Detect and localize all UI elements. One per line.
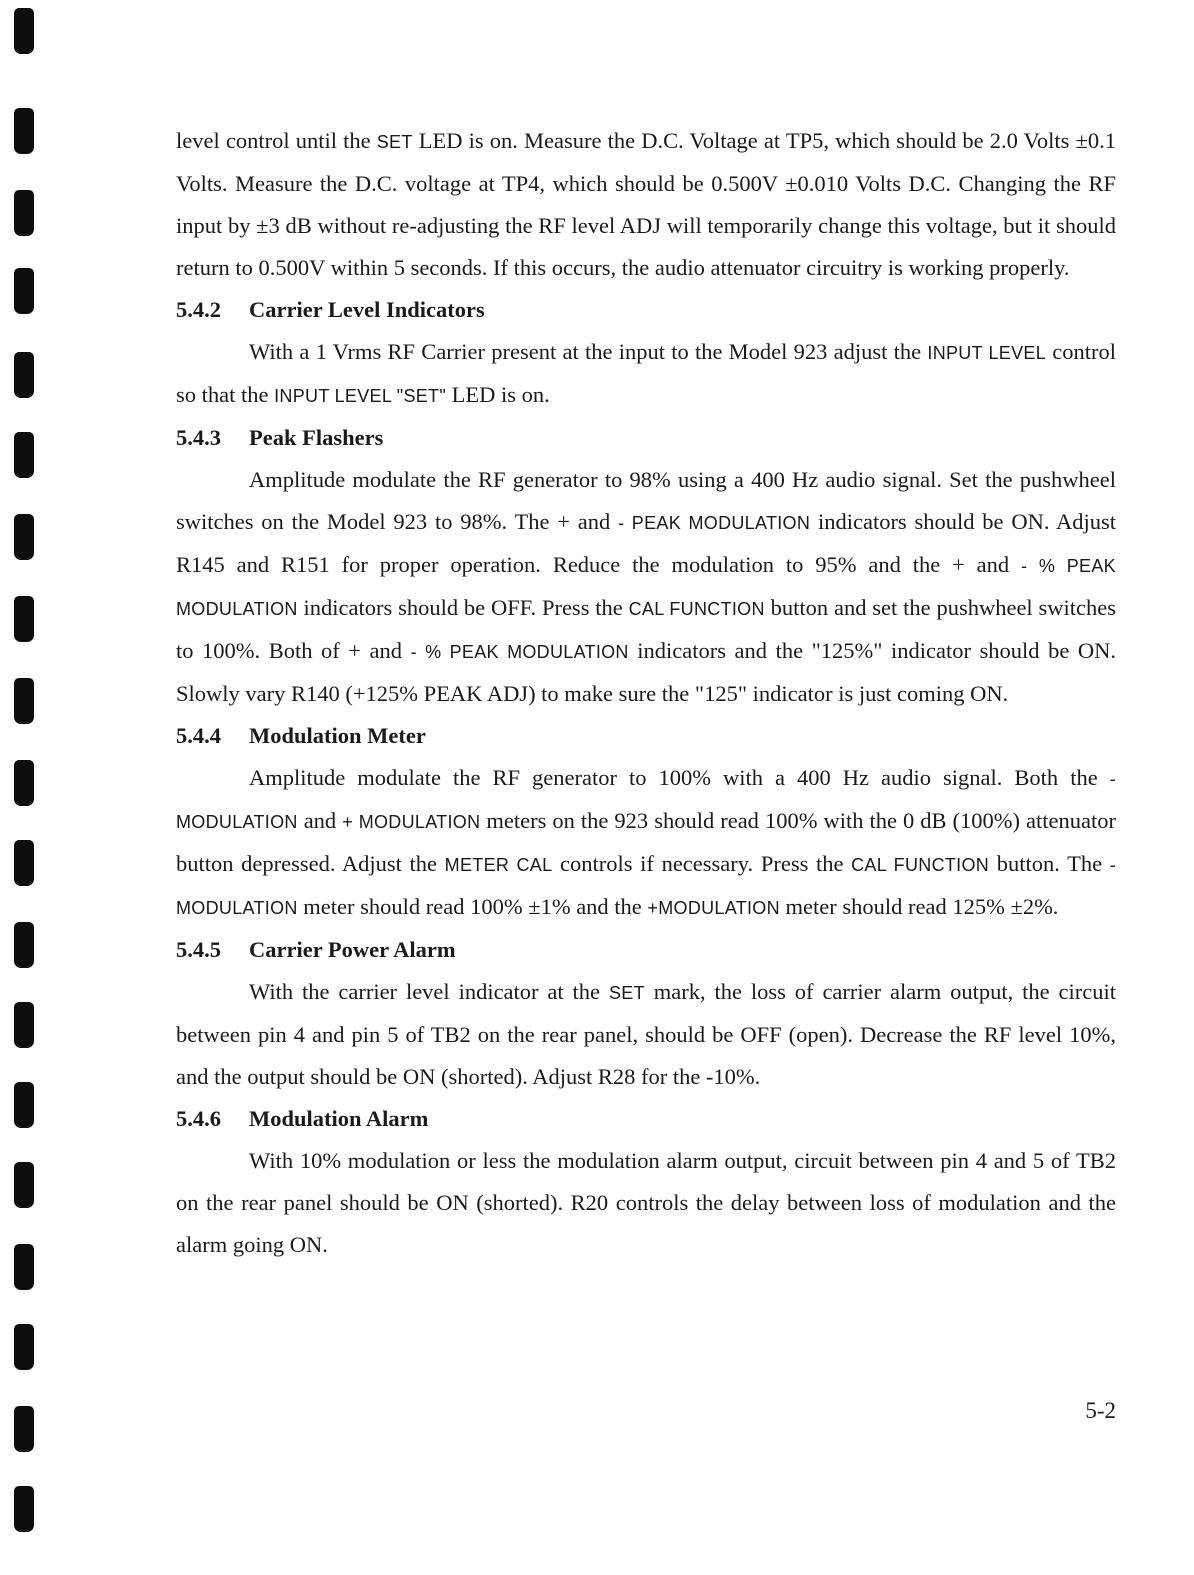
binding-hole bbox=[14, 1082, 34, 1128]
paragraph-5-4-6: With 10% modulation or less the modulation alarm output, circuit between pin 4 and 5 of TB2 on the rear panel should be ON (shorted). R20 controls the delay between loss of modulation and the alarm going ON. bbox=[176, 1148, 1116, 1257]
section-heading-5-4-4: 5.4.4 Modulation Meter bbox=[176, 723, 426, 748]
binding-hole bbox=[14, 432, 34, 478]
binding-hole bbox=[14, 1002, 34, 1048]
binding-hole bbox=[14, 922, 34, 968]
binding-hole bbox=[14, 596, 34, 642]
section-heading-5-4-3: 5.4.3 Peak Flashers bbox=[176, 425, 384, 450]
paragraph-5-4-5: With the carrier level indicator at the SET mark, the loss of carrier alarm output, the circuit between pin 4 and pin 5 of TB2 on the rear panel, should be OFF (open). Decrease the RF level 10%, and the output should be ON (shorted). Adjust R28 for the -10%. bbox=[176, 979, 1117, 1089]
binding-hole bbox=[14, 840, 34, 886]
paragraph-5-4-4: Amplitude modulate the RF generator to 100% with a 400 Hz audio signal. Both the - MODULATION and + MODULATION meters on the 923 should read 100% with the 0 dB (100%) attenuator button depressed. Adjust the METER CAL controls if necessary. Press the CAL FUNCTION button. The -MODULATION meter should read 100% ±1% and the +MODULATION meter should read 125% ±2%. bbox=[176, 765, 1117, 919]
binding-hole bbox=[14, 190, 34, 236]
page-number: 5-2 bbox=[1085, 1398, 1116, 1423]
binding-hole bbox=[14, 352, 34, 398]
binding-hole bbox=[14, 1244, 34, 1290]
binding-hole bbox=[14, 1324, 34, 1370]
section-heading-5-4-5: 5.4.5 Carrier Power Alarm bbox=[176, 937, 456, 962]
binding-hole bbox=[14, 760, 34, 806]
binding-hole bbox=[14, 8, 34, 54]
binding-holes bbox=[14, 0, 38, 1575]
binding-hole bbox=[14, 1486, 34, 1532]
paragraph-5-4-3: Amplitude modulate the RF generator to 98% using a 400 Hz audio signal. Set the pushwheel switches on the Model 923 to 98%. The + and - PEAK MODULATION indicators should be ON. Adjust R145 and R151 for proper operation. Reduce the modulation to 95% and the + and - % PEAK MODULATION indicators should be OFF. Press the CAL FUNCTION button and set the pushwheel switches to 100%. Both of + and - % PEAK MODULATION indicators and the "125%" indicator should be ON. Slowly vary R140 (+125% PEAK ADJ) to make sure the "125" indicator is just coming ON. bbox=[176, 467, 1117, 706]
section-heading-5-4-2: 5.4.2 Carrier Level Indicators bbox=[176, 297, 485, 322]
document-body bbox=[176, 120, 1116, 1266]
binding-hole bbox=[14, 1406, 34, 1452]
binding-hole bbox=[14, 108, 34, 154]
binding-hole bbox=[14, 514, 34, 560]
paragraph-5-4-1-continued: level control until the SET LED is on. Measure the D.C. Voltage at TP5, which should be 2.0 Volts ±0.1 Volts. Measure the D.C. voltage at TP4, which should be 0.500V ±0.010 Volts D.C. Changing the RF input by ±3 dB without re-adjusting the RF level ADJ will temporarily change this voltage, but it should return to 0.500V within 5 seconds. If this occurs, the audio attenuator circuitry is working properly. bbox=[176, 128, 1116, 280]
paragraph-5-4-2: With a 1 Vrms RF Carrier present at the input to the Model 923 adjust the INPUT LEVEL control so that the INPUT LEVEL "SET" LED is on. bbox=[176, 339, 1117, 407]
binding-hole bbox=[14, 1162, 34, 1208]
section-heading-5-4-6: 5.4.6 Modulation Alarm bbox=[176, 1106, 429, 1131]
binding-hole bbox=[14, 678, 34, 724]
binding-hole bbox=[14, 268, 34, 314]
